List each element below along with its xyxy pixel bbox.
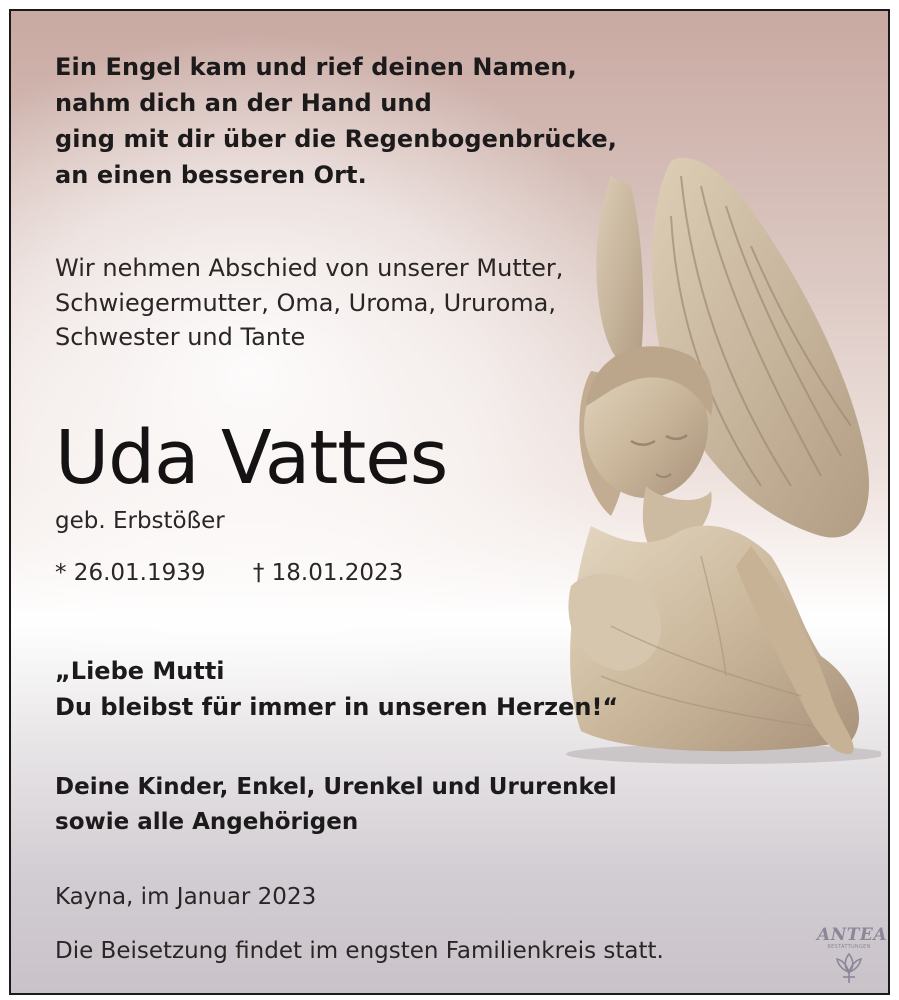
poem-verse (55, 49, 617, 193)
quote-line: „Liebe Mutti (55, 657, 225, 685)
poem-line: Ein Engel kam und rief deinen Namen, (55, 53, 577, 81)
poem-line: an einen besseren Ort. (55, 161, 367, 189)
mourners-line: Deine Kinder, Enkel, Urenkel und Ururenkel (55, 774, 617, 800)
memorial-quote (55, 653, 618, 725)
farewell-intro (55, 251, 563, 355)
logo-subtitle: BESTATTUNGEN (827, 944, 871, 950)
lily-icon (834, 950, 864, 984)
deceased-name: Uda Vattes (55, 415, 448, 501)
place-date: Kayna, im Januar 2023 (55, 884, 317, 910)
poem-line: nahm dich an der Hand und (55, 89, 432, 117)
intro-line: Schwiegermutter, Oma, Uroma, Ururoma, (55, 288, 556, 317)
obituary-card (9, 9, 890, 995)
birth-name: geb. Erbstößer (55, 508, 225, 534)
death-date: † 18.01.2023 (252, 560, 404, 586)
life-dates (55, 560, 403, 586)
poem-line: ging mit dir über die Regenbogenbrücke, (55, 125, 617, 153)
logo-word: ANTEA (817, 925, 888, 945)
intro-line: Wir nehmen Abschied von unserer Mutter, (55, 254, 564, 282)
burial-note: Die Beisetzung findet im engsten Familienkreis statt. (55, 938, 664, 964)
birth-date: * 26.01.1939 (55, 560, 206, 586)
antea-logo (817, 925, 888, 991)
mourners-line: sowie alle Angehörigen (55, 808, 359, 835)
mourners (55, 770, 617, 840)
intro-line: Schwester und Tante (55, 323, 306, 352)
quote-line: Du bleibst für immer in unseren Herzen!“ (55, 693, 619, 721)
